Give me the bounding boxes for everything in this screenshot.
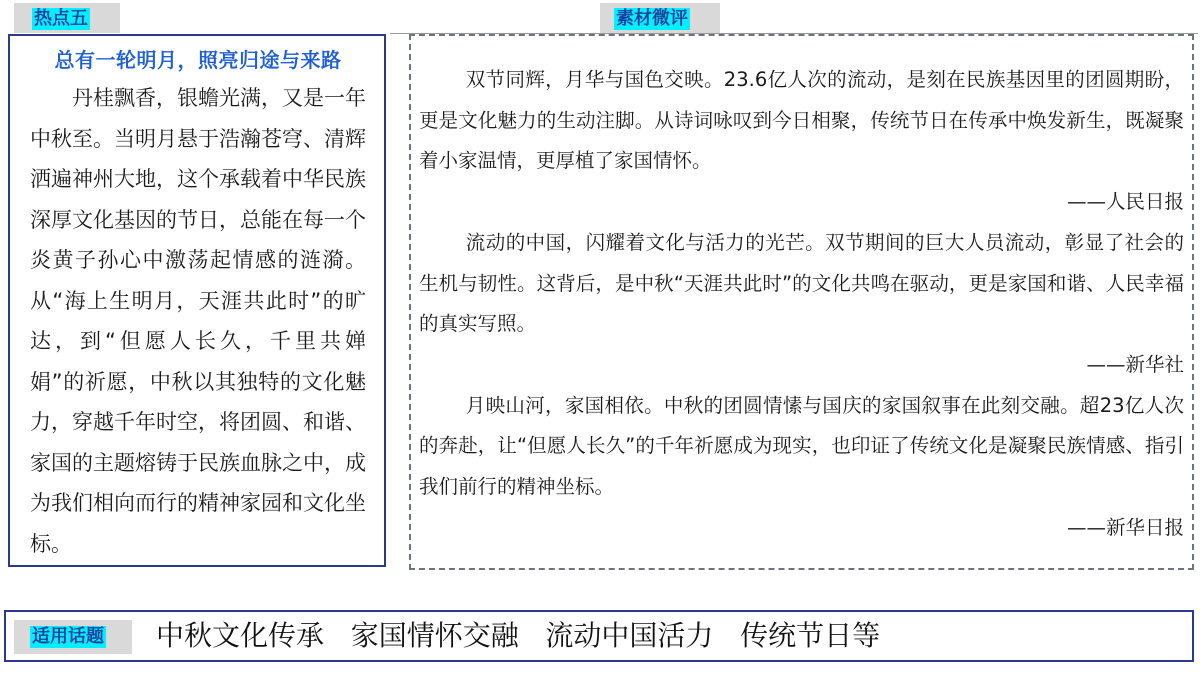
comment-source: ——新华社 [1086,352,1184,376]
essay-body: 丹桂飘香，银蟾光满，又是一年中秋至。当明月悬于浩瀚苍穹、清辉洒遍神州大地，这个承载着中华民族深厚文化基因的节日，总能在每一个炎黄子孙心中激荡起情感的涟漪。从“海上生明月，天涯共此时”的旷达，到“但愿人长久，千里共婵娟”的祈愿，中秋以其独特的文化魅力，穿越千年时空，将团圆、和谐、家国的主题熔铸于民族血脉之中，成为我们相向而行的精神家园和文化坐标。 [30,86,366,556]
hotspot-tag-label: 热点五 [34,8,88,29]
material-review-tag-label: 素材微评 [616,8,688,29]
topics-bar [4,610,1194,662]
topics-tag [14,620,132,654]
comment-text: 双节同辉，月华与国色交映。23.6亿人次的流动，是刻在民族基因里的团圆期盼，更是文化魅力的生动注脚。从诗词咏叹到今日相聚，传统节日在传承中焕发新生，既凝聚着小家温情，更厚植了家国情怀。 [419,68,1184,173]
comment-text: 月映山河，家国相依。中秋的团圆情愫与国庆的家国叙事在此刻交融。超23亿人次的奔赴，让“但愿人长久”的千年祈愿成为现实，也印证了传统文化是凝聚民族情感、指引我们前行的精神坐标。 [419,393,1184,499]
topics-tag-label: 适用话题 [32,626,104,647]
comment-block [419,60,1184,223]
material-review-tag [600,3,720,33]
comment-block [419,223,1184,386]
comment-block [419,386,1184,549]
essay-title: 总有一轮明月，照亮归途与来路 [54,48,342,72]
comments-panel [409,34,1194,570]
comment-source: ——人民日报 [1066,190,1184,214]
comment-source: ——新华日报 [1066,515,1184,539]
comment-text: 流动的中国，闪耀着文化与活力的光芒。双节期间的巨大人员流动，彰显了社会的生机与韧性。这背后，是中秋“天涯共此时”的文化共鸣在驱动，更是家国和谐、人民幸福的真实写照。 [419,230,1184,336]
essay-panel [8,34,386,567]
hotspot-tag [14,3,120,33]
topics-list: 中秋文化传承 家国情怀交融 流动中国活力 传统节日等 [156,619,881,652]
